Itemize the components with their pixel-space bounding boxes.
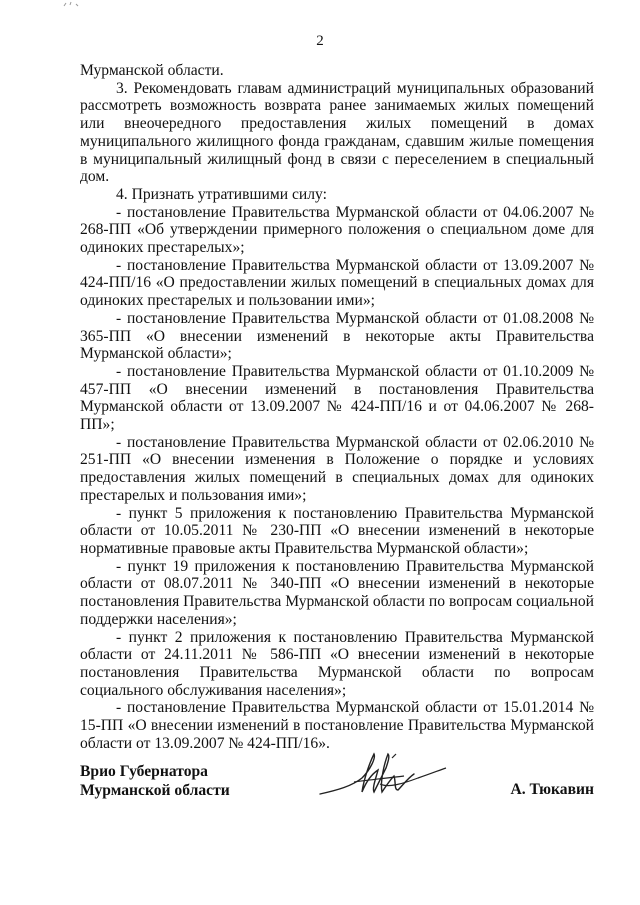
paragraph-item-3: 3. Рекомендовать главам администраций муниципальных образований рассмотреть возможность возврата ранее занимаемых жилых помещений или внеочередного предоставления жилых помещений в домах муниципального жилищного фонда гражданам, сдавшим жилые помещения в муниципальный жилищный фонд в связи с переселением в специальный дом. <box>80 79 594 186</box>
paragraph-continuation: Мурманской области. <box>80 62 224 79</box>
repealed-act-4: - постановление Правительства Мурманской области от 01.10.2009 № 457-ПП «О внесении изменений в постановления Правительства Мурманской области от 13.09.2007 № 424-ПП/16 и от 04.06.2007 № 268-ПП»; <box>80 362 594 434</box>
repealed-act-8: - пункт 2 приложения к постановлению Правительства Мурманской области от 24.11.2011 № 586-ПП «О внесении изменений в некоторые постановления Правительства Мурманской области по вопросам социального обслуживания населения»; <box>80 628 594 699</box>
signer-position <box>80 762 230 800</box>
page-number: 2 <box>316 33 324 49</box>
repealed-act-6: - пункт 5 приложения к постановлению Правительства Мурманской области от 10.05.2011 № 230-ПП «О внесении изменений в некоторые нормативные правовые акты Правительства Мурманской области»; <box>80 504 594 557</box>
repealed-act-9: - постановление Правительства Мурманской области от 15.01.2014 № 15-ПП «О внесении изменений в постановление Правительства Мурманской области от 13.09.2007 № 424-ПП/16». <box>80 699 594 752</box>
paragraph-item-4: 4. Признать утратившими силу: <box>116 185 327 203</box>
repealed-act-3: - постановление Правительства Мурманской области от 01.08.2008 № 365-ПП «О внесении изменений в некоторые акты Правительства Мурманской области»; <box>80 309 594 363</box>
scan-mark <box>62 0 82 8</box>
signer-position-line-2: Мурманской области <box>80 782 230 799</box>
repealed-act-7: - пункт 19 приложения к постановлению Правительства Мурманской области от 08.07.2011 № 340-ПП «О внесении изменений в некоторые постановления Правительства Мурманской области по вопросам социальной поддержки населения»; <box>80 557 594 628</box>
repealed-act-5: - постановление Правительства Мурманской области от 02.06.2010 № 251-ПП «О внесении изменения в Положение о порядке и условиях предоставления жилых помещений в специальных домах для одиноких престарелых и пользования ими»; <box>80 433 594 504</box>
handwritten-signature <box>318 748 448 806</box>
repealed-act-1: - постановление Правительства Мурманской области от 04.06.2007 № 268-ПП «Об утверждении примерного положения о специальном доме для одиноких престарелых»; <box>80 203 594 257</box>
repealed-act-2: - постановление Правительства Мурманской области от 13.09.2007 № 424-ПП/16 «О предоставлении жилых помещений в специальных домах для одиноких престарелых и пользовании ими»; <box>80 256 594 310</box>
signer-name: А. Тюкавин <box>510 781 594 798</box>
signer-position-line-1: Врио Губернатора <box>80 763 208 780</box>
document-body <box>80 62 594 752</box>
